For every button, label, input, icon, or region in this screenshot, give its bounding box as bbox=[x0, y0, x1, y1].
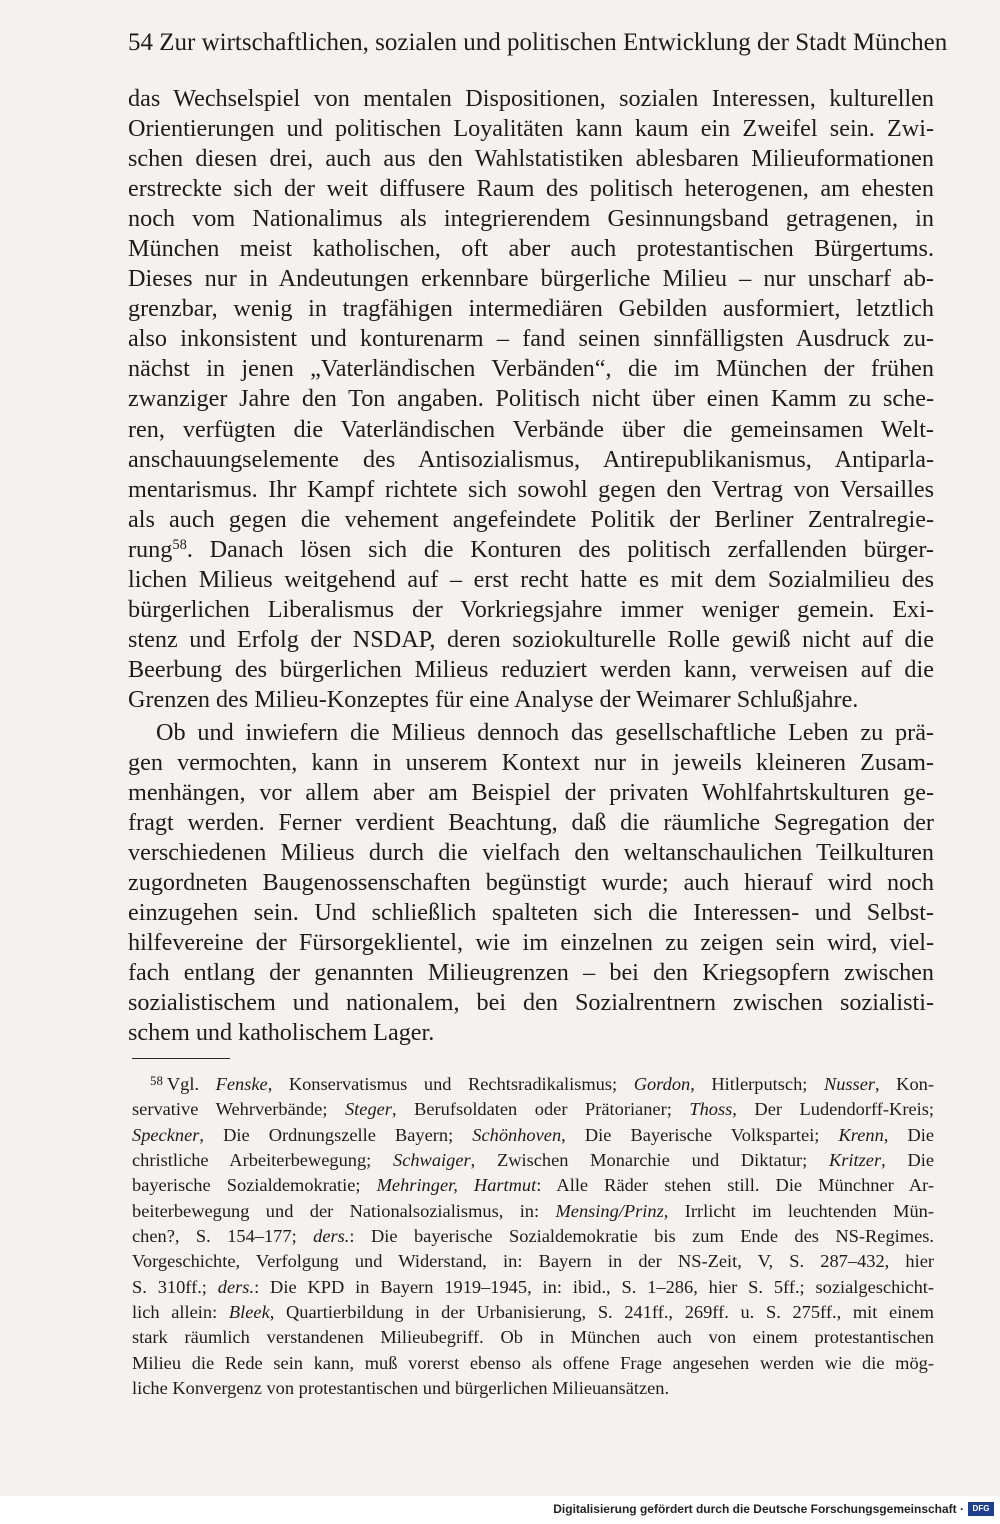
footnote-text: bayerische Sozialdemokratie; bbox=[132, 1175, 377, 1196]
footnote-author: Bleek bbox=[228, 1302, 270, 1323]
text-line: menhängen, vor allem aber am Beispiel der privaten Wohlfahrtskulturen ge- bbox=[128, 779, 934, 807]
footnote-author: Krenn bbox=[838, 1124, 884, 1145]
rung-text: rung bbox=[128, 535, 173, 563]
footnote-text: Vgl. bbox=[166, 1074, 216, 1094]
footnote-line bbox=[132, 1199, 934, 1224]
footnote-text: : Die KPD in Bayern 1919–1945, in: ibid., S. 1–286, hier S. 5ff.; sozialgeschicht- bbox=[254, 1276, 934, 1297]
text-line: Ob und inwiefern die Milieus dennoch das gesellschaftliche Leben zu prä- bbox=[156, 718, 934, 746]
footnote-text: , Berufsoldaten oder Prätorianer; bbox=[391, 1099, 690, 1120]
text-line: fach entlang der genannten Milieugrenzen – bei den Kriegsopfern zwischen bbox=[128, 959, 934, 987]
text-line: nächst in jenen „Vaterländischen Verbänden“, die im München der frühen bbox=[128, 355, 934, 383]
paragraph-2 bbox=[128, 718, 934, 1049]
footnote-text: , Der Ludendorff-Kreis; bbox=[732, 1099, 934, 1120]
text-line: lichen Milieus weitgehend auf – erst recht hatte es mit dem Sozialmilieu des bbox=[128, 565, 934, 593]
text-line: München meist katholischen, oft aber auch protestantischen Bürgertums. bbox=[128, 235, 934, 263]
text-line: grenzbar, wenig in tragfähigen intermediären Gebilden ausformiert, letztlich bbox=[128, 295, 934, 323]
footnote-author: Schwaiger bbox=[393, 1150, 471, 1171]
footnote-line bbox=[132, 1072, 934, 1097]
footnote-divider bbox=[132, 1058, 230, 1059]
footnote-author: Thoss bbox=[689, 1099, 733, 1120]
footnote-text: , Irrlicht im leuchtenden Mün- bbox=[663, 1200, 934, 1221]
text-line: anschauungselemente des Antisozialismus, Antirepublikanismus, Antiparla- bbox=[128, 445, 934, 473]
footnote-author: ders. bbox=[217, 1276, 255, 1297]
footnote-text: S. 310ff.; bbox=[132, 1276, 218, 1297]
footnote-line bbox=[132, 1351, 934, 1376]
footnote-text: liche Konvergenz von protestantischen und bürgerlichen Milieuansätzen. bbox=[132, 1378, 670, 1399]
footnote-58 bbox=[132, 1072, 934, 1401]
footnote-text: beiterbewegung und der Nationalsozialismus, in: bbox=[132, 1200, 556, 1221]
footnote-text: , Die Bayerische Volkspartei; bbox=[561, 1124, 839, 1145]
footnote-line bbox=[132, 1300, 934, 1325]
text-line: einzugehen sein. Und schließlich spalteten sich die Interessen- und Selbst- bbox=[128, 899, 934, 927]
rung-text-rest: . Danach lösen sich die Konturen des politisch zerfallenden bürger- bbox=[186, 535, 934, 563]
footnote-line bbox=[132, 1097, 934, 1122]
footnote-text: , Hitlerputsch; bbox=[690, 1074, 824, 1094]
footnote-author: Mehringer, Hartmut bbox=[376, 1175, 537, 1196]
text-line: zwanziger Jahre den Ton angaben. Politisch nicht über einen Kamm zu sche- bbox=[128, 385, 934, 413]
footnote-line bbox=[132, 1275, 934, 1300]
footnote-text: , Kon- bbox=[875, 1074, 934, 1094]
digitization-footer bbox=[0, 1496, 1000, 1524]
text-line-rung bbox=[128, 535, 934, 565]
body-text bbox=[128, 84, 934, 1049]
text-line: Dieses nur in Andeutungen erkennbare bürgerliche Milieu – nur unscharf ab- bbox=[128, 265, 934, 293]
text-line: Beerbung des bürgerlichen Milieus reduziert werden kann, verweisen auf die bbox=[128, 655, 934, 683]
footnote-line bbox=[132, 1123, 934, 1148]
footnote-text: stark räumlich verstandenen Milieubegriff. Ob in München auch von einem protestantischen bbox=[132, 1327, 934, 1348]
text-line: Grenzen des Milieu-Konzeptes für eine Analyse der Weimarer Schlußjahre. bbox=[128, 685, 859, 713]
footnote-line bbox=[132, 1249, 934, 1274]
footnote-line bbox=[132, 1325, 934, 1350]
text-line: sozialistischem und nationalem, bei den Sozialrentnern zwischen sozialisti- bbox=[128, 989, 934, 1017]
text-line: bürgerlichen Liberalismus der Vorkriegsjahre immer weniger gemein. Exi- bbox=[128, 595, 934, 623]
footnote-author: ders. bbox=[313, 1226, 350, 1247]
footnote-author: Gordon bbox=[633, 1074, 691, 1094]
footnote-text: , Die bbox=[883, 1124, 934, 1145]
footnote-text: christliche Arbeiterbewegung; bbox=[132, 1150, 393, 1171]
text-line: das Wechselspiel von mentalen Dispositionen, sozialen Interessen, kulturellen bbox=[128, 85, 934, 112]
text-line: stenz und Erfolg der NSDAP, deren soziokulturelle Rolle gewiß nicht auf die bbox=[128, 625, 934, 653]
paragraph-1 bbox=[128, 84, 934, 535]
footnote-line bbox=[132, 1173, 934, 1198]
paragraph-1-tail bbox=[128, 565, 934, 715]
footnote-author: Fenske bbox=[215, 1074, 268, 1094]
text-line: als auch gegen die vehement angefeindete Politik der Berliner Zentralregie- bbox=[128, 505, 934, 533]
footnote-text: Milieu die Rede sein kann, muß vorerst ebenso als offene Frage angesehen werden wie die mög- bbox=[132, 1352, 934, 1373]
footer-credit: Digitalisierung gefördert durch die Deutsche Forschungsgemeinschaft · bbox=[553, 1502, 964, 1516]
footnote-text: : Die bayerische Sozialdemokratie bis zum Ende des NS-Regimes. bbox=[349, 1226, 934, 1247]
running-head: 54 Zur wirtschaftlichen, sozialen und politischen Entwicklung der Stadt München bbox=[128, 29, 948, 56]
text-line: also inkonsistent und konturenarm – fand seinen sinnfälligsten Ausdruck zu- bbox=[128, 325, 934, 353]
text-line: erstreckte sich der weit diffusere Raum des politisch heterogenen, am ehesten bbox=[128, 175, 934, 203]
footnote-text: servative Wehrverbände; bbox=[132, 1099, 345, 1120]
text-line: schen diesen drei, auch aus den Wahlstatistiken ablesbaren Milieuformationen bbox=[128, 145, 934, 173]
text-line: hilfevereine der Fürsorgeklientel, wie im einzelnen zu zeigen sein wird, viel- bbox=[128, 929, 934, 957]
footnote-text: chen?, S. 154–177; bbox=[132, 1226, 314, 1247]
text-line: mentarismus. Ihr Kampf richtete sich sowohl gegen den Vertrag von Versailles bbox=[128, 475, 934, 503]
text-line: verschiedenen Milieus durch die vielfach den weltanschaulichen Teilkulturen bbox=[128, 839, 934, 867]
text-line: ren, verfügten die Vaterländischen Verbände über die gemeinsamen Welt- bbox=[128, 415, 934, 443]
footnote-author: Kritzer bbox=[829, 1150, 882, 1171]
footnote-text: , Zwischen Monarchie und Diktatur; bbox=[470, 1150, 829, 1171]
footnote-text: Vorgeschichte, Verfolgung und Widerstand, in: Bayern in der NS-Zeit, V, S. 287–432, hier bbox=[132, 1251, 934, 1272]
text-line: fragt werden. Ferner verdient Beachtung, daß die räumliche Segregation der bbox=[128, 809, 934, 837]
text-line: Orientierungen und politischen Loyalitäten kann kaum ein Zweifel sein. Zwi- bbox=[128, 115, 934, 143]
text-line: schem und katholischem Lager. bbox=[128, 1019, 435, 1047]
footnote-text: : Alle Räder stehen still. Die Münchner Ar- bbox=[536, 1175, 935, 1196]
dfg-logo: DFG bbox=[968, 1502, 994, 1516]
footnote-number: 58 bbox=[150, 1073, 163, 1088]
footnote-reference-58[interactable]: 58 bbox=[172, 536, 187, 553]
footnote-author: Steger bbox=[344, 1099, 392, 1120]
footnote-text: , Die bbox=[881, 1150, 934, 1171]
text-line: noch vom Nationalimus als integrierendem Gesinnungsband getragenen, in bbox=[128, 205, 934, 233]
footnote-text: lich allein: bbox=[132, 1302, 229, 1323]
footnote-text: , Konservatismus und Rechtsradikalismus; bbox=[267, 1074, 634, 1094]
text-line: gen vermochten, kann in unserem Kontext nur in jeweils kleineren Zusam- bbox=[128, 749, 934, 777]
footnote-line bbox=[132, 1376, 934, 1401]
footnote-author: Schönhoven bbox=[472, 1124, 562, 1145]
footnote-line bbox=[132, 1224, 934, 1249]
footnote-author: Nusser bbox=[823, 1074, 876, 1094]
footnote-author: Mensing/Prinz bbox=[555, 1200, 664, 1221]
text-line: zugordneten Baugenossenschaften begünstigt wurde; auch hierauf wird noch bbox=[128, 869, 934, 897]
footnote-text: , Die Ordnungszelle Bayern; bbox=[199, 1124, 473, 1145]
footnote-author: Speckner bbox=[132, 1124, 200, 1145]
footnote-text: , Quartierbildung in der Urbanisierung, S. 241ff., 269ff. u. S. 275ff., mit einem bbox=[269, 1302, 934, 1323]
footnote-line bbox=[132, 1148, 934, 1173]
